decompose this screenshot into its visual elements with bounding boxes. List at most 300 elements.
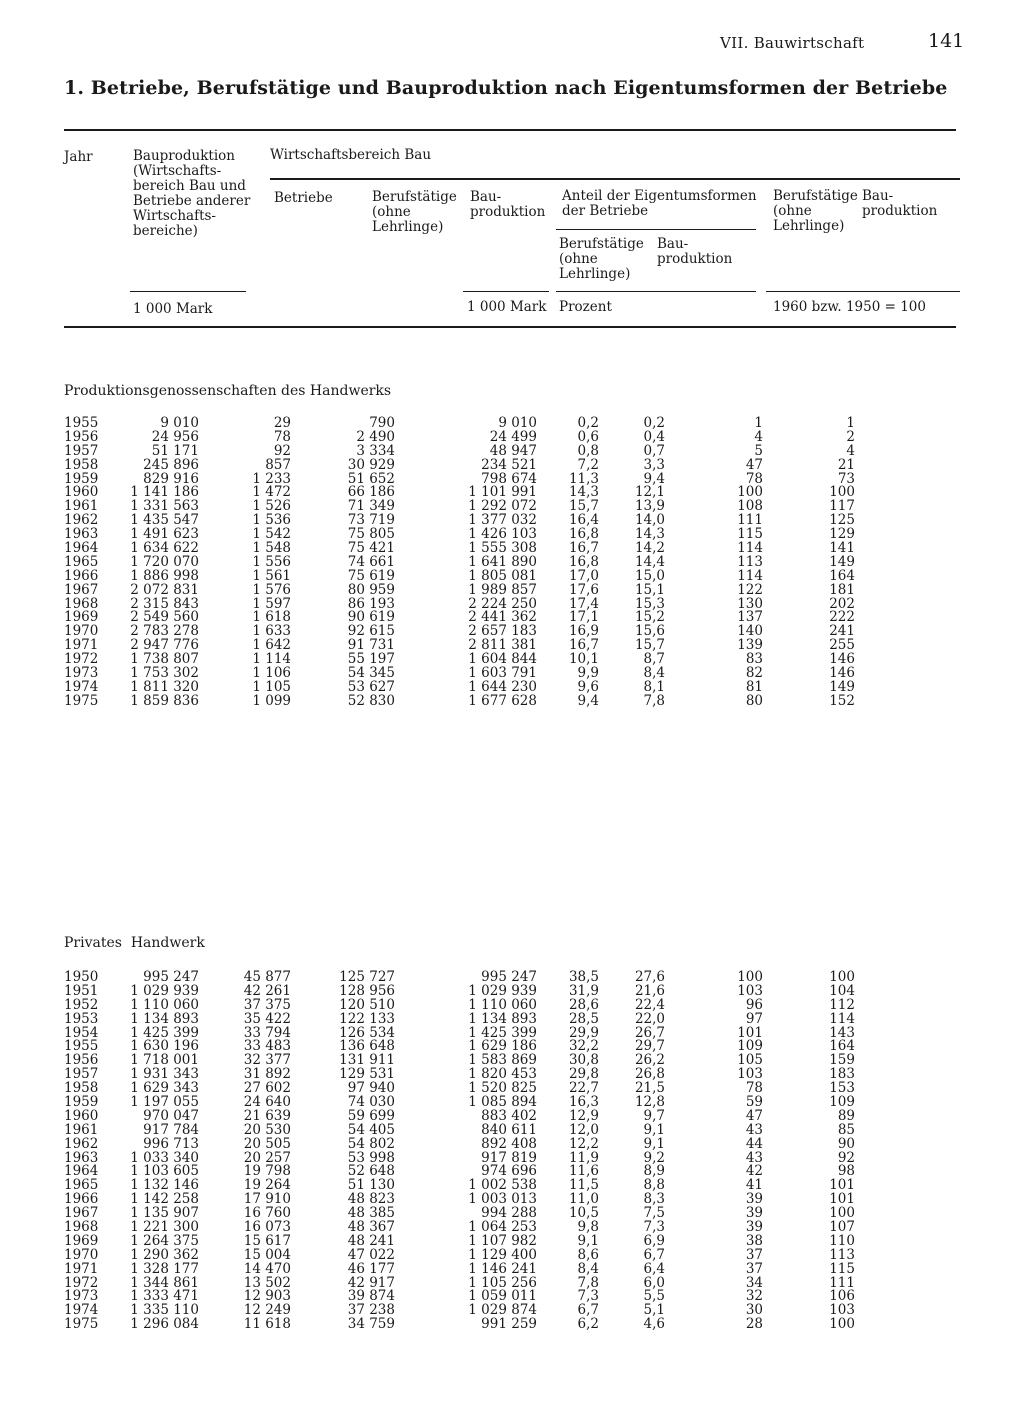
- cell-bauproduktion: 974 696: [481, 1163, 537, 1180]
- cell-betriebe: 16 760: [243, 1205, 291, 1222]
- cell-year: 1952: [64, 996, 99, 1013]
- cell-anteil-bauproduktion: 6,7: [643, 1246, 665, 1263]
- cell-year: 1966: [64, 567, 99, 584]
- cell-bauproduktion-gesamt: 1 491 623: [130, 526, 199, 543]
- cell-year: 1975: [64, 1316, 99, 1333]
- cell-betriebe: 1 526: [252, 498, 291, 515]
- cell-betriebe: 33 483: [243, 1038, 291, 1055]
- cell-anteil-bauproduktion: 9,1: [643, 1121, 665, 1138]
- cell-bauproduktion: 2 657 183: [468, 623, 537, 640]
- cell-bauproduktion: 2 224 250: [468, 595, 537, 612]
- table-row: [64, 1164, 960, 1178]
- cell-betriebe: 37 375: [243, 996, 291, 1013]
- table-row: [64, 1012, 960, 1026]
- cell-bauproduktion: 995 247: [481, 969, 537, 985]
- cell-bauproduktion-gesamt: 1 142 258: [130, 1191, 199, 1208]
- cell-betriebe: 11 618: [243, 1316, 291, 1333]
- cell-bauproduktion-gesamt: 1 634 622: [130, 540, 199, 557]
- cell-index-berufstaetige: 41: [745, 1177, 763, 1194]
- cell-anteil-bauproduktion: 7,5: [643, 1205, 665, 1222]
- cell-index-bauproduktion: 2: [846, 428, 855, 445]
- table-row: [64, 1178, 960, 1192]
- cell-index-bauproduktion: 164: [829, 567, 855, 584]
- cell-index-berufstaetige: 47: [745, 456, 763, 473]
- cell-index-bauproduktion: 112: [829, 996, 855, 1013]
- cell-bauproduktion: 1 029 874: [468, 1302, 537, 1319]
- cell-index-berufstaetige: 115: [737, 526, 763, 543]
- cell-betriebe: 92: [273, 442, 291, 459]
- cell-anteil-bauproduktion: 0,2: [643, 415, 665, 431]
- table-row: [64, 624, 960, 638]
- cell-bauproduktion-gesamt: 1 753 302: [130, 665, 199, 682]
- cell-bauproduktion: 1 085 894: [468, 1094, 537, 1111]
- cell-berufstaetige: 30 929: [347, 456, 395, 473]
- cell-year: 1960: [64, 484, 99, 501]
- cell-berufstaetige: 66 186: [347, 484, 395, 501]
- table-row: [64, 970, 960, 984]
- cell-betriebe: 45 877: [243, 969, 291, 985]
- table-title: 1. Betriebe, Berufstätige und Bauproduktion nach Eigentumsformen der Betriebe: [64, 77, 948, 99]
- cell-bauproduktion: 798 674: [481, 470, 537, 487]
- header-bottom-rule: [64, 326, 956, 328]
- cell-berufstaetige: 90 619: [347, 609, 395, 626]
- col-header-anteil-bauproduktion: Bau- produktion: [657, 236, 733, 267]
- page-number: 141: [928, 30, 965, 52]
- header-top-rule: [64, 129, 956, 131]
- cell-anteil-bauproduktion: 14,2: [634, 540, 665, 557]
- cell-index-berufstaetige: 111: [737, 512, 763, 529]
- cell-bauproduktion: 1 989 857: [468, 581, 537, 598]
- col-header-index-berufstaetige: Berufstätige (ohne Lehrlinge): [773, 188, 858, 234]
- cell-index-bauproduktion: 90: [837, 1135, 855, 1152]
- cell-bauproduktion: 1 377 032: [468, 512, 537, 529]
- cell-anteil-bauproduktion: 8,3: [643, 1191, 665, 1208]
- cell-bauproduktion: 1 110 060: [468, 996, 537, 1013]
- cell-betriebe: 1 618: [252, 609, 291, 626]
- cell-bauproduktion-gesamt: 245 896: [143, 456, 199, 473]
- cell-anteil-berufstaetige: 17,0: [568, 567, 599, 584]
- cell-index-bauproduktion: 255: [829, 637, 855, 654]
- cell-index-berufstaetige: 81: [745, 678, 763, 695]
- cell-year: 1962: [64, 1135, 99, 1152]
- table-row: [64, 569, 960, 583]
- cell-year: 1967: [64, 581, 99, 598]
- cell-anteil-berufstaetige: 38,5: [568, 969, 599, 985]
- cell-anteil-bauproduktion: 7,3: [643, 1219, 665, 1236]
- cell-bauproduktion-gesamt: 1 629 343: [130, 1080, 199, 1097]
- cell-anteil-berufstaetige: 10,1: [568, 651, 599, 668]
- cell-index-bauproduktion: 98: [837, 1163, 855, 1180]
- cell-index-berufstaetige: 109: [737, 1038, 763, 1055]
- cell-bauproduktion: 1 629 186: [468, 1038, 537, 1055]
- cell-anteil-bauproduktion: 8,7: [643, 651, 665, 668]
- col-header-berufstaetige: Berufstätige (ohne Lehrlinge): [372, 189, 457, 235]
- cell-betriebe: 1 105: [252, 678, 291, 695]
- table-row: [64, 666, 960, 680]
- table-row: [64, 513, 960, 527]
- cell-index-bauproduktion: 21: [837, 456, 855, 473]
- cell-index-bauproduktion: 115: [829, 1260, 855, 1277]
- cell-anteil-berufstaetige: 0,6: [577, 428, 599, 445]
- cell-anteil-berufstaetige: 10,5: [568, 1205, 599, 1222]
- cell-anteil-bauproduktion: 12,8: [634, 1094, 665, 1111]
- cell-index-bauproduktion: 143: [829, 1024, 855, 1041]
- cell-berufstaetige: 47 022: [347, 1246, 395, 1263]
- cell-index-berufstaetige: 103: [737, 982, 763, 999]
- cell-anteil-bauproduktion: 27,6: [634, 969, 665, 985]
- cell-bauproduktion: 1 101 991: [468, 484, 537, 501]
- cell-anteil-bauproduktion: 26,7: [634, 1024, 665, 1041]
- cell-index-bauproduktion: 106: [829, 1288, 855, 1305]
- cell-year: 1953: [64, 1010, 99, 1027]
- cell-betriebe: 20 257: [243, 1149, 291, 1166]
- cell-anteil-berufstaetige: 0,8: [577, 442, 599, 459]
- cell-bauproduktion-gesamt: 24 956: [151, 428, 199, 445]
- cell-year: 1972: [64, 1274, 99, 1291]
- cell-bauproduktion-gesamt: 2 549 560: [130, 609, 199, 626]
- cell-betriebe: 1 548: [252, 540, 291, 557]
- cell-betriebe: 17 910: [243, 1191, 291, 1208]
- cell-index-berufstaetige: 100: [737, 969, 763, 985]
- cell-anteil-berufstaetige: 16,4: [568, 512, 599, 529]
- cell-bauproduktion-gesamt: 917 784: [143, 1121, 199, 1138]
- cell-bauproduktion: 1 029 939: [468, 982, 537, 999]
- cell-berufstaetige: 75 805: [347, 526, 395, 543]
- cell-year: 1974: [64, 678, 99, 695]
- cell-index-berufstaetige: 97: [745, 1010, 763, 1027]
- cell-betriebe: 33 794: [243, 1024, 291, 1041]
- cell-index-bauproduktion: 152: [829, 692, 855, 709]
- cell-bauproduktion: 1 805 081: [468, 567, 537, 584]
- cell-berufstaetige: 3 334: [356, 442, 395, 459]
- cell-berufstaetige: 54 345: [347, 665, 395, 682]
- cell-berufstaetige: 48 823: [347, 1191, 395, 1208]
- cell-anteil-berufstaetige: 12,2: [568, 1135, 599, 1152]
- cell-bauproduktion: 1 604 844: [468, 651, 537, 668]
- cell-betriebe: 27 602: [243, 1080, 291, 1097]
- cell-anteil-berufstaetige: 6,2: [577, 1316, 599, 1333]
- cell-betriebe: 35 422: [243, 1010, 291, 1027]
- cell-year: 1968: [64, 595, 99, 612]
- cell-index-berufstaetige: 96: [745, 996, 763, 1013]
- cell-index-berufstaetige: 59: [745, 1094, 763, 1111]
- table-row: [64, 1317, 960, 1331]
- cell-bauproduktion: 1 292 072: [468, 498, 537, 515]
- cell-year: 1951: [64, 982, 99, 999]
- header-subrule-wirtschaftsbereich: [270, 178, 960, 180]
- cell-index-bauproduktion: 113: [829, 1246, 855, 1263]
- cell-betriebe: 19 264: [243, 1177, 291, 1194]
- cell-betriebe: 32 377: [243, 1052, 291, 1069]
- cell-anteil-berufstaetige: 7,8: [577, 1274, 599, 1291]
- cell-anteil-bauproduktion: 6,4: [643, 1260, 665, 1277]
- table-row: [64, 680, 960, 694]
- cell-anteil-bauproduktion: 15,2: [634, 609, 665, 626]
- cell-betriebe: 29: [273, 415, 291, 431]
- cell-anteil-bauproduktion: 15,1: [634, 581, 665, 598]
- cell-year: 1954: [64, 1024, 99, 1041]
- unit-rule-prozent: [556, 291, 756, 292]
- cell-anteil-bauproduktion: 8,4: [643, 665, 665, 682]
- cell-anteil-bauproduktion: 7,8: [643, 692, 665, 709]
- cell-index-berufstaetige: 37: [745, 1260, 763, 1277]
- cell-index-bauproduktion: 117: [829, 498, 855, 515]
- cell-betriebe: 1 576: [252, 581, 291, 598]
- cell-year: 1971: [64, 1260, 99, 1277]
- cell-bauproduktion-gesamt: 1 335 110: [130, 1302, 199, 1319]
- cell-anteil-bauproduktion: 15,0: [634, 567, 665, 584]
- cell-betriebe: 1 633: [252, 623, 291, 640]
- header-subrule-anteil: [556, 229, 756, 230]
- cell-year: 1958: [64, 1080, 99, 1097]
- cell-index-berufstaetige: 137: [737, 609, 763, 626]
- cell-anteil-berufstaetige: 11,6: [568, 1163, 599, 1180]
- cell-index-bauproduktion: 109: [829, 1094, 855, 1111]
- cell-bauproduktion-gesamt: 1 720 070: [130, 553, 199, 570]
- cell-year: 1963: [64, 526, 99, 543]
- cell-year: 1975: [64, 692, 99, 709]
- cell-betriebe: 20 505: [243, 1135, 291, 1152]
- cell-berufstaetige: 53 627: [347, 678, 395, 695]
- cell-betriebe: 16 073: [243, 1219, 291, 1236]
- cell-anteil-bauproduktion: 15,7: [634, 637, 665, 654]
- cell-bauproduktion: 991 259: [481, 1316, 537, 1333]
- section-label-privates-handwerk: Privates Handwerk: [64, 935, 205, 951]
- cell-bauproduktion-gesamt: 1 264 375: [130, 1232, 199, 1249]
- cell-betriebe: 857: [265, 456, 291, 473]
- cell-berufstaetige: 120 510: [339, 996, 395, 1013]
- cell-year: 1965: [64, 1177, 99, 1194]
- cell-berufstaetige: 54 802: [347, 1135, 395, 1152]
- cell-index-berufstaetige: 5: [754, 442, 763, 459]
- cell-bauproduktion-gesamt: 51 171: [151, 442, 199, 459]
- cell-anteil-berufstaetige: 16,9: [568, 623, 599, 640]
- cell-bauproduktion: 1 820 453: [468, 1066, 537, 1083]
- cell-index-bauproduktion: 85: [837, 1121, 855, 1138]
- cell-berufstaetige: 136 648: [339, 1038, 395, 1055]
- table-row: [64, 610, 960, 624]
- cell-betriebe: 1 472: [252, 484, 291, 501]
- cell-anteil-berufstaetige: 6,7: [577, 1302, 599, 1319]
- cell-year: 1974: [64, 1302, 99, 1319]
- cell-anteil-berufstaetige: 11,0: [568, 1191, 599, 1208]
- cell-anteil-berufstaetige: 16,3: [568, 1094, 599, 1111]
- cell-index-bauproduktion: 125: [829, 512, 855, 529]
- cell-berufstaetige: 74 661: [347, 553, 395, 570]
- cell-year: 1950: [64, 969, 99, 985]
- cell-year: 1962: [64, 512, 99, 529]
- cell-index-berufstaetige: 43: [745, 1149, 763, 1166]
- cell-year: 1958: [64, 456, 99, 473]
- cell-index-berufstaetige: 39: [745, 1191, 763, 1208]
- col-header-index-bauproduktion: Bau- produktion: [862, 188, 938, 219]
- cell-index-berufstaetige: 78: [745, 1080, 763, 1097]
- unit-index: 1960 bzw. 1950 = 100: [773, 299, 926, 315]
- cell-year: 1957: [64, 1066, 99, 1083]
- cell-index-berufstaetige: 37: [745, 1246, 763, 1263]
- cell-year: 1964: [64, 1163, 99, 1180]
- cell-berufstaetige: 71 349: [347, 498, 395, 515]
- cell-betriebe: 78: [273, 428, 291, 445]
- cell-bauproduktion: 234 521: [481, 456, 537, 473]
- cell-year: 1971: [64, 637, 99, 654]
- cell-index-berufstaetige: 80: [745, 692, 763, 709]
- cell-berufstaetige: 75 421: [347, 540, 395, 557]
- cell-index-berufstaetige: 38: [745, 1232, 763, 1249]
- cell-bauproduktion: 1 003 013: [468, 1191, 537, 1208]
- cell-bauproduktion: 1 520 825: [468, 1080, 537, 1097]
- cell-bauproduktion-gesamt: 1 333 471: [130, 1288, 199, 1305]
- cell-anteil-bauproduktion: 6,9: [643, 1232, 665, 1249]
- col-header-betriebe: Betriebe: [274, 190, 333, 206]
- cell-bauproduktion: 1 146 241: [468, 1260, 537, 1277]
- cell-index-bauproduktion: 1: [846, 415, 855, 431]
- cell-year: 1961: [64, 1121, 99, 1138]
- cell-index-bauproduktion: 153: [829, 1080, 855, 1097]
- cell-index-bauproduktion: 101: [829, 1177, 855, 1194]
- cell-bauproduktion-gesamt: 1 718 001: [130, 1052, 199, 1069]
- table-row: [64, 1137, 960, 1151]
- cell-berufstaetige: 54 405: [347, 1121, 395, 1138]
- cell-berufstaetige: 73 719: [347, 512, 395, 529]
- cell-anteil-bauproduktion: 9,4: [643, 470, 665, 487]
- cell-berufstaetige: 39 874: [347, 1288, 395, 1305]
- cell-anteil-bauproduktion: 14,0: [634, 512, 665, 529]
- cell-year: 1955: [64, 415, 99, 431]
- cell-anteil-bauproduktion: 29,7: [634, 1038, 665, 1055]
- table-row: [64, 597, 960, 611]
- cell-year: 1973: [64, 1288, 99, 1305]
- cell-bauproduktion: 1 129 400: [468, 1246, 537, 1263]
- cell-index-bauproduktion: 107: [829, 1219, 855, 1236]
- cell-bauproduktion: 883 402: [481, 1107, 537, 1124]
- cell-bauproduktion-gesamt: 1 811 320: [130, 678, 199, 695]
- cell-index-berufstaetige: 78: [745, 470, 763, 487]
- cell-index-bauproduktion: 202: [829, 595, 855, 612]
- table-row: [64, 1206, 960, 1220]
- cell-bauproduktion-gesamt: 1 221 300: [130, 1219, 199, 1236]
- cell-bauproduktion-gesamt: 9 010: [160, 415, 199, 431]
- cell-bauproduktion-gesamt: 970 047: [143, 1107, 199, 1124]
- cell-bauproduktion-gesamt: 996 713: [143, 1135, 199, 1152]
- data-table-pgh: [64, 416, 960, 708]
- cell-berufstaetige: 790: [369, 415, 395, 431]
- cell-bauproduktion: 1 641 890: [468, 553, 537, 570]
- table-row: [64, 416, 960, 430]
- cell-index-berufstaetige: 42: [745, 1163, 763, 1180]
- cell-anteil-berufstaetige: 9,8: [577, 1219, 599, 1236]
- table-row: [64, 638, 960, 652]
- cell-bauproduktion-gesamt: 1 425 399: [130, 1024, 199, 1041]
- table-row: [64, 430, 960, 444]
- cell-berufstaetige: 42 917: [347, 1274, 395, 1291]
- cell-betriebe: 12 249: [243, 1302, 291, 1319]
- cell-bauproduktion: 1 426 103: [468, 526, 537, 543]
- cell-index-berufstaetige: 44: [745, 1135, 763, 1152]
- cell-bauproduktion-gesamt: 1 886 998: [130, 567, 199, 584]
- cell-bauproduktion-gesamt: 829 916: [143, 470, 199, 487]
- cell-anteil-berufstaetige: 28,6: [568, 996, 599, 1013]
- cell-index-berufstaetige: 140: [737, 623, 763, 640]
- cell-year: 1961: [64, 498, 99, 515]
- table-row: [64, 1276, 960, 1290]
- cell-index-berufstaetige: 43: [745, 1121, 763, 1138]
- cell-berufstaetige: 126 534: [339, 1024, 395, 1041]
- cell-bauproduktion: 1 002 538: [468, 1177, 537, 1194]
- cell-year: 1973: [64, 665, 99, 682]
- cell-index-bauproduktion: 100: [829, 1205, 855, 1222]
- cell-year: 1966: [64, 1191, 99, 1208]
- cell-bauproduktion: 892 408: [481, 1135, 537, 1152]
- cell-year: 1955: [64, 1038, 99, 1055]
- section-label-pgh: Produktionsgenossenschaften des Handwerks: [64, 383, 392, 399]
- cell-anteil-berufstaetige: 16,8: [568, 553, 599, 570]
- cell-anteil-berufstaetige: 31,9: [568, 982, 599, 999]
- unit-rule-mark-2: [463, 291, 549, 292]
- cell-anteil-bauproduktion: 15,6: [634, 623, 665, 640]
- cell-anteil-berufstaetige: 14,3: [568, 484, 599, 501]
- cell-berufstaetige: 131 911: [339, 1052, 395, 1069]
- cell-index-berufstaetige: 39: [745, 1205, 763, 1222]
- cell-berufstaetige: 34 759: [347, 1316, 395, 1333]
- table-row: [64, 1123, 960, 1137]
- cell-betriebe: 15 617: [243, 1232, 291, 1249]
- cell-bauproduktion: 1 059 011: [468, 1288, 537, 1305]
- cell-betriebe: 1 114: [252, 651, 291, 668]
- cell-bauproduktion: 1 555 308: [468, 540, 537, 557]
- unit-rule-mark-1: [130, 291, 246, 292]
- cell-index-bauproduktion: 149: [829, 553, 855, 570]
- cell-index-berufstaetige: 105: [737, 1052, 763, 1069]
- table-row: [64, 652, 960, 666]
- cell-bauproduktion-gesamt: 1 931 343: [130, 1066, 199, 1083]
- table-row: [64, 555, 960, 569]
- cell-bauproduktion-gesamt: 2 072 831: [130, 581, 199, 598]
- cell-bauproduktion-gesamt: 1 103 605: [130, 1163, 199, 1180]
- cell-berufstaetige: 129 531: [339, 1066, 395, 1083]
- cell-index-bauproduktion: 101: [829, 1191, 855, 1208]
- cell-index-berufstaetige: 1: [754, 415, 763, 431]
- cell-bauproduktion-gesamt: 1 134 893: [130, 1010, 199, 1027]
- cell-anteil-bauproduktion: 3,3: [643, 456, 665, 473]
- cell-index-bauproduktion: 222: [829, 609, 855, 626]
- cell-index-bauproduktion: 146: [829, 651, 855, 668]
- cell-berufstaetige: 128 956: [339, 982, 395, 999]
- cell-betriebe: 1 536: [252, 512, 291, 529]
- table-row: [64, 499, 960, 513]
- cell-index-bauproduktion: 114: [829, 1010, 855, 1027]
- cell-index-bauproduktion: 103: [829, 1302, 855, 1319]
- cell-bauproduktion: 840 611: [481, 1121, 537, 1138]
- cell-index-bauproduktion: 183: [829, 1066, 855, 1083]
- cell-bauproduktion-gesamt: 1 141 186: [130, 484, 199, 501]
- cell-bauproduktion-gesamt: 1 630 196: [130, 1038, 199, 1055]
- cell-index-berufstaetige: 130: [737, 595, 763, 612]
- cell-anteil-bauproduktion: 0,4: [643, 428, 665, 445]
- cell-berufstaetige: 51 652: [347, 470, 395, 487]
- unit-mark-2: 1 000 Mark: [467, 299, 547, 315]
- cell-berufstaetige: 74 030: [347, 1094, 395, 1111]
- cell-anteil-berufstaetige: 8,4: [577, 1260, 599, 1277]
- cell-index-berufstaetige: 32: [745, 1288, 763, 1305]
- cell-year: 1965: [64, 553, 99, 570]
- cell-anteil-berufstaetige: 22,7: [568, 1080, 599, 1097]
- col-header-anteil: Anteil der Eigentumsformen der Betriebe: [562, 188, 757, 219]
- cell-anteil-bauproduktion: 8,1: [643, 678, 665, 695]
- cell-betriebe: 1 099: [252, 692, 291, 709]
- cell-year: 1969: [64, 1232, 99, 1249]
- cell-bauproduktion: 1 107 982: [468, 1232, 537, 1249]
